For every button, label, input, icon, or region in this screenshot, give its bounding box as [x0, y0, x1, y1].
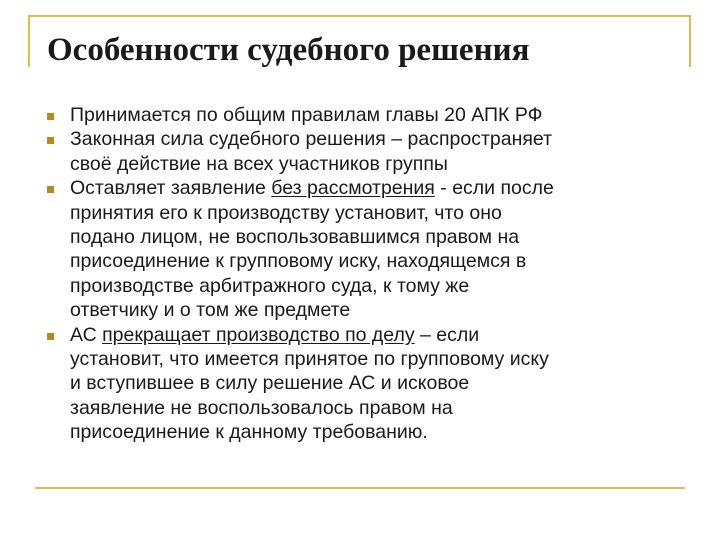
title-frame-top-border: [28, 15, 691, 17]
bullet-item: [44, 323, 684, 445]
bullet-text-line: [70, 127, 684, 151]
bullet-text-line: [70, 396, 684, 420]
bullet-text-line: [70, 201, 684, 225]
text-segment: подано лицом, не воспользовавшимся правом на: [70, 226, 520, 249]
square-bullet-icon: [47, 137, 54, 144]
underlined-term: прекращает производство по делу: [102, 323, 415, 346]
text-segment: и вступившее в силу решение АС и исковое: [70, 372, 470, 395]
text-segment: установит, что имеется принятое по групповому иску: [70, 348, 549, 371]
bullet-text-line: [70, 347, 684, 371]
text-segment: присоединение к групповому иску, находящемся в: [70, 250, 527, 273]
bullet-text-line: [70, 225, 684, 249]
text-segment: своё действие на всех участников группы: [70, 152, 448, 175]
bullet-text-line: [70, 249, 684, 273]
square-bullet-icon: [47, 113, 54, 120]
bullet-item: [44, 127, 684, 176]
bullet-text-line: [70, 152, 684, 176]
text-segment: Принимается по общим правилам главы 20 АПК РФ: [70, 104, 543, 126]
bullet-text-line: [70, 323, 684, 347]
text-segment: Оставляет заявление: [70, 177, 272, 200]
text-segment: заявление не воспользовалось правом на: [70, 396, 453, 419]
bullet-text-line: [70, 103, 684, 127]
square-bullet-icon: [47, 333, 54, 340]
bullet-text-line: [70, 420, 684, 444]
underlined-term: без рассмотрения: [271, 177, 435, 200]
text-segment: производстве арбитражного суда, к тому же: [70, 274, 470, 297]
bullet-text-line: [70, 298, 684, 322]
title-frame-right-border: [689, 15, 691, 67]
text-segment: АС: [70, 323, 103, 346]
text-segment: - если после: [434, 177, 554, 200]
title-frame-left-border: [28, 15, 30, 67]
bullet-item: [44, 103, 684, 127]
bullet-text-line: [70, 371, 684, 395]
text-segment: Законная сила судебного решения – распространяет: [70, 128, 553, 151]
square-bullet-icon: [47, 186, 54, 193]
text-segment: ответчику и о том же предмете: [70, 299, 351, 322]
slide-title: Особенности судебного решения: [47, 32, 530, 68]
text-segment: – если: [414, 323, 480, 346]
bullet-item: [44, 176, 684, 322]
bottom-divider: [35, 487, 685, 489]
text-segment: присоединение к данному требованию.: [70, 421, 428, 444]
bullet-list: [44, 103, 684, 445]
bullet-text-line: [70, 274, 684, 298]
bullet-text-line: [70, 176, 684, 200]
text-segment: принятия его к производству установит, что оно: [70, 201, 502, 224]
